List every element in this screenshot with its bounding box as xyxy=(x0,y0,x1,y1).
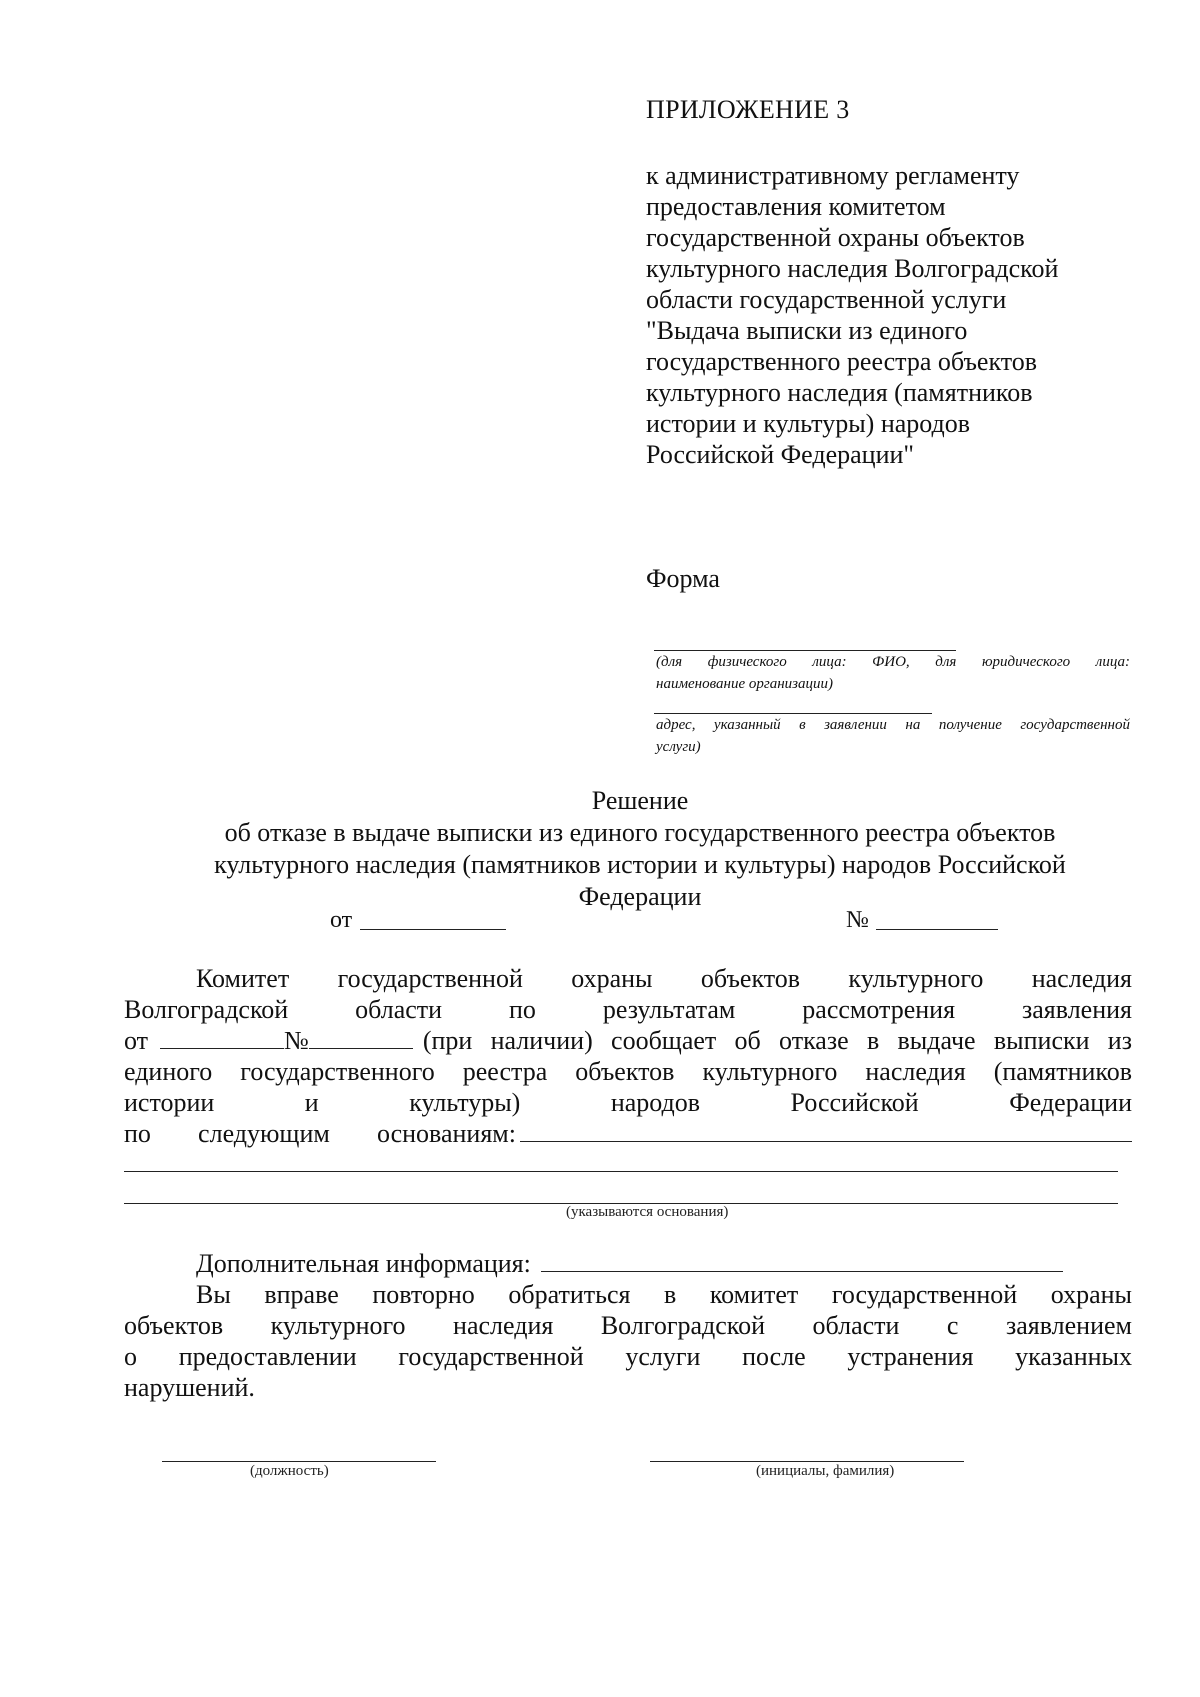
decision-date-field xyxy=(360,929,506,930)
regulation-line: к административному регламенту xyxy=(646,161,1020,190)
application-date-label: от xyxy=(124,1026,149,1055)
regulation-line: культурного наследия Волгоградской xyxy=(646,254,1059,283)
body-line: единого государственного реестра объектов культурного наследия (памятников xyxy=(124,1057,1132,1086)
recipient-address-hint xyxy=(656,714,1130,758)
body-paragraph xyxy=(124,963,1132,1149)
decision-subtitle-line: культурного наследия (памятников истории и культуры) народов Российской xyxy=(214,850,1066,879)
body-line-text: (при наличии) сообщает об отказе в выдаче выписки из xyxy=(422,1026,1132,1055)
grounds-caption: (указываются основания) xyxy=(566,1204,729,1220)
grounds-field-line-2 xyxy=(124,1171,1118,1172)
grounds-field xyxy=(520,1121,1132,1142)
regulation-line: культурного наследия (памятников xyxy=(646,378,1033,407)
regulation-line: государственной охраны объектов xyxy=(646,223,1025,252)
additional-line: нарушений. xyxy=(124,1373,255,1402)
grounds-label: по следующим основаниям: xyxy=(124,1119,516,1148)
additional-info xyxy=(124,1248,1132,1403)
signature-position-caption: (должность) xyxy=(250,1463,329,1479)
regulation-line: Российской Федерации" xyxy=(646,440,915,469)
decision-subtitle-line: об отказе в выдаче выписки из единого государственного реестра объектов xyxy=(224,818,1056,847)
additional-line: объектов культурного наследия Волгоградской области с заявлением xyxy=(124,1311,1132,1340)
recipient-address-hint-line: услуги) xyxy=(656,739,701,755)
appendix-title: ПРИЛОЖЕНИЕ 3 xyxy=(646,95,850,124)
body-line: истории и культуры) народов Российской Федерации xyxy=(124,1088,1132,1117)
decision-title: Решение xyxy=(591,786,689,815)
regulation-line: "Выдача выписки из единого xyxy=(646,316,968,345)
recipient-name-hint-line: наименование организации) xyxy=(656,676,834,692)
form-label: Форма xyxy=(646,564,720,593)
regulation-line: истории и культуры) народов xyxy=(646,409,971,438)
body-line: Волгоградской области по результатам рассмотрения заявления xyxy=(124,995,1132,1024)
recipient-name-hint-line: (для физического лица: ФИО, для юридического лица: xyxy=(656,654,1130,670)
body-line: Комитет государственной охраны объектов культурного наследия xyxy=(196,964,1132,993)
additional-info-label: Дополнительная информация: xyxy=(196,1249,531,1278)
regulation-line: предоставления комитетом xyxy=(646,192,946,221)
decision-number-label: № xyxy=(846,907,869,933)
body-line-application-ref xyxy=(124,1025,1132,1056)
application-date-field xyxy=(160,1028,284,1049)
regulation-reference xyxy=(646,160,1058,470)
regulation-line: государственного реестра объектов xyxy=(646,347,1038,376)
additional-line: Вы вправе повторно обратиться в комитет государственной охраны xyxy=(196,1280,1132,1309)
decision-title-block xyxy=(140,785,1140,913)
recipient-name-hint xyxy=(656,651,1130,695)
regulation-line: области государственной услуги xyxy=(646,285,1007,314)
decision-number-field xyxy=(876,929,998,930)
application-number-sign: № xyxy=(284,1026,309,1055)
additional-info-field xyxy=(541,1251,1063,1272)
additional-line: о предоставлении государственной услуги после устранения указанных xyxy=(124,1342,1132,1371)
application-number-field xyxy=(309,1028,413,1049)
body-line-grounds xyxy=(124,1118,1132,1149)
additional-info-line xyxy=(124,1248,1132,1279)
recipient-address-hint-line: адрес, указанный в заявлении на получение государственной xyxy=(656,717,1130,733)
decision-subtitle-line: Федерации xyxy=(578,882,702,911)
signature-name-caption: (инициалы, фамилия) xyxy=(756,1463,895,1479)
decision-date-label: от xyxy=(330,907,353,933)
